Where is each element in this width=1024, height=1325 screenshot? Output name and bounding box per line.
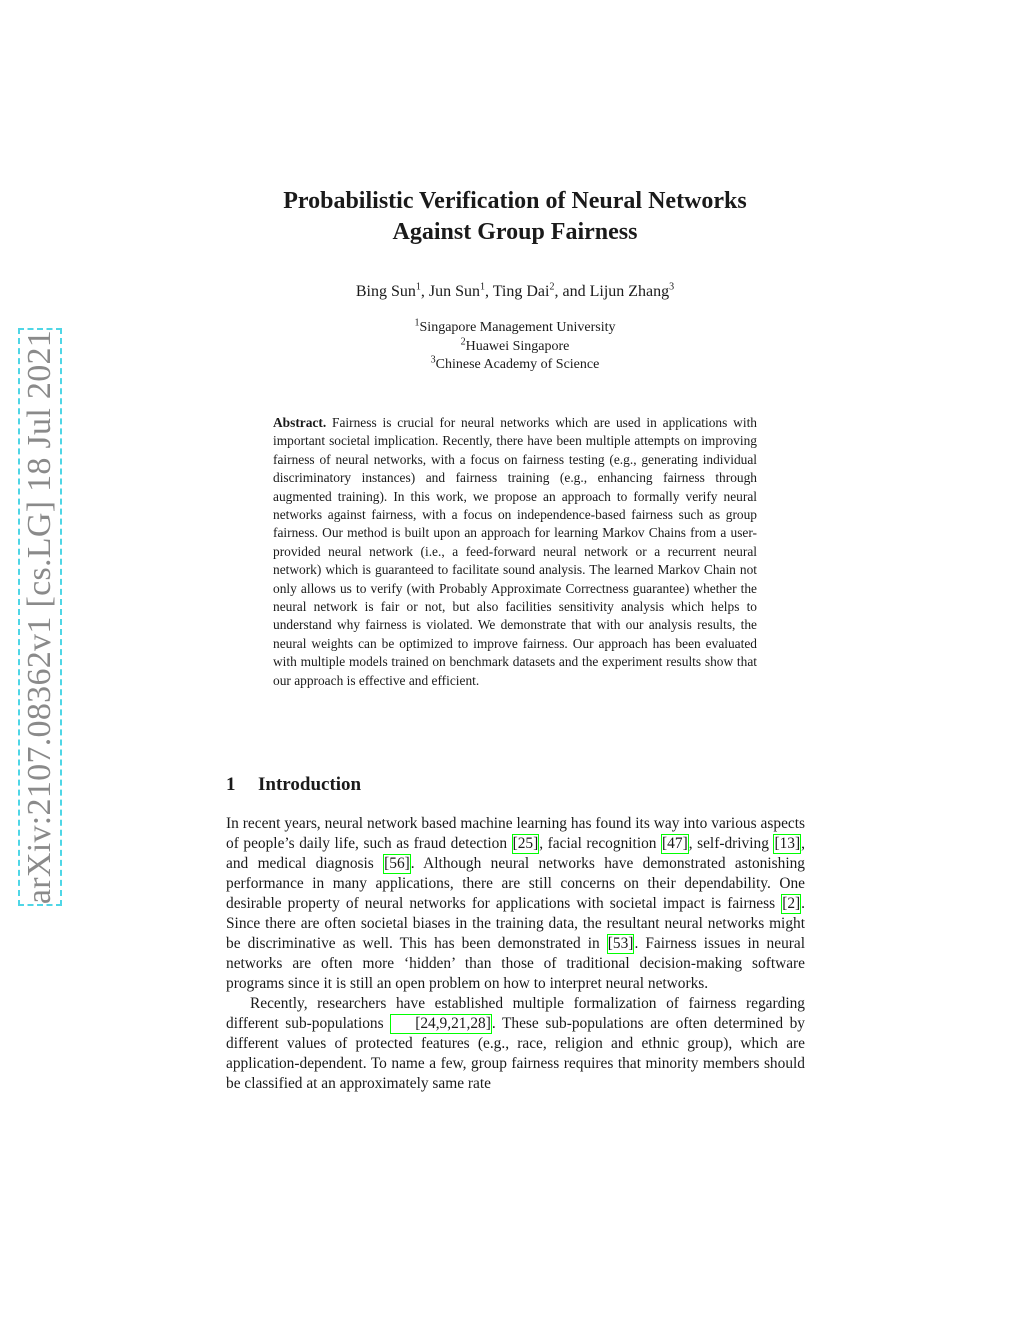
- paper-title: [200, 186, 830, 248]
- author-affiliation-mark: 1: [480, 281, 485, 293]
- author-name: Lijun Zhang: [589, 283, 670, 300]
- paragraph-text: . Since there are often societal biases in the training data, the resultant neural networks might be discriminative as well. This has been demonstrated in: [226, 895, 805, 952]
- citation-link[interactable]: [13]: [774, 835, 801, 852]
- affiliation-item: [200, 319, 830, 338]
- affiliation-number: 1: [414, 317, 420, 329]
- arxiv-identifier-text: arXiv:2107.08362v1 [cs.LG] 18 Jul 2021: [21, 329, 58, 905]
- author-name: Bing Sun: [355, 283, 416, 300]
- author-affiliation-mark: 3: [669, 281, 675, 293]
- author-affiliation-mark: 2: [549, 281, 555, 293]
- affiliation-number: 2: [460, 335, 466, 347]
- author-separator: ,: [420, 283, 429, 300]
- author-list: [200, 283, 830, 301]
- paper-title-line-2: Against Group Fairness: [392, 219, 638, 245]
- author-separator: , and: [554, 283, 590, 300]
- section-heading: [226, 774, 361, 796]
- paragraph-text: . These sub-populations are often determined by different values of protected features (e.g., race, religion and ethnic group), which are application-dependent. To name a few, group fairness requires that minority members should be classified at an approximately same rate: [226, 1015, 805, 1092]
- paragraph-text: , facial recognition: [539, 835, 662, 852]
- section-number: 1: [226, 774, 236, 795]
- author-affiliation-mark: 1: [415, 281, 421, 293]
- introduction-body: [226, 814, 805, 1094]
- abstract-text: Fairness is crucial for neural networks which are used in applications with important societal implication. Recently, there have been multiple attempts on improving fairness of neural networks, with a focus on fairness testing (e.g., generating individual discriminatory instances) and fairness training (e.g., enhancing fairness through augmented training). In this work, we propose an approach to formally verify neural networks against fairness, with a focus on independence-based fairness such as group fairness. Our method is built upon an approach for learning Markov Chains from a user-provided neural network (i.e., a feed-forward neural network or a recurrent neural network) which is guaranteed to facilitate sound analysis. The learned Markov Chain not only allows us to verify (with Probably Approximate Correctness guarantee) whether the neural network is fair or not, but also facilities sensitivity analysis which helps to understand why fairness is violated. We demonstrate that with our analysis results, the neural weights can be optimized to improve fairness. Our approach has been evaluated with multiple models trained on benchmark datasets and the experiment results show that our approach is effective and efficient.: [273, 415, 757, 688]
- paragraph: [226, 994, 805, 1094]
- paragraph-text: Recently, researchers have established multiple formalization of fairness regarding different sub-populations: [226, 995, 805, 1032]
- citation-link[interactable]: [2]: [782, 895, 801, 912]
- abstract-label: Abstract.: [273, 415, 327, 430]
- affiliation-item: [200, 335, 830, 357]
- affiliation-list: [200, 319, 830, 375]
- affiliation-name: Singapore Management University: [419, 320, 616, 335]
- paragraph-text: , and medical diagnosis: [226, 835, 805, 872]
- author-name: Ting Dai: [492, 283, 550, 300]
- paragraph-text: , self-driving: [688, 835, 774, 852]
- affiliation-number: 3: [430, 354, 436, 366]
- citation-link[interactable]: [25]: [512, 835, 539, 852]
- affiliation-item: [200, 356, 830, 375]
- citation-link[interactable]: [56]: [384, 855, 410, 872]
- author-separator: ,: [485, 283, 493, 300]
- paragraph: [226, 814, 805, 994]
- author-name: Jun Sun: [428, 283, 480, 300]
- citation-link[interactable]: [24,9,21,28]: [390, 1014, 492, 1034]
- citation-link[interactable]: [47]: [662, 835, 688, 852]
- arxiv-identifier-stamp: [18, 328, 62, 906]
- section-title: Introduction: [258, 774, 362, 795]
- paper-title-line-1: Probabilistic Verification of Neural Networks: [283, 188, 747, 214]
- affiliation-name: Chinese Academy of Science: [435, 357, 600, 372]
- paragraph-text: . Fairness issues in neural networks are often more ‘hidden’ than those of traditional decision-making software programs since it is still an open problem on how to interpret neural networks.: [226, 935, 806, 992]
- affiliation-name: Huawei Singapore: [465, 338, 570, 354]
- paragraph-text: In recent years, neural network based machine learning has found its way into various aspects of people’s daily life, such as fraud detection: [226, 815, 805, 852]
- citation-link[interactable]: [53]: [607, 935, 634, 952]
- abstract: [273, 414, 757, 690]
- paragraph-text: . Although neural networks have demonstrated astonishing performance in many applications, there are still concerns on their dependability. One desirable property of neural networks for applications with societal impact is fairness: [226, 855, 806, 912]
